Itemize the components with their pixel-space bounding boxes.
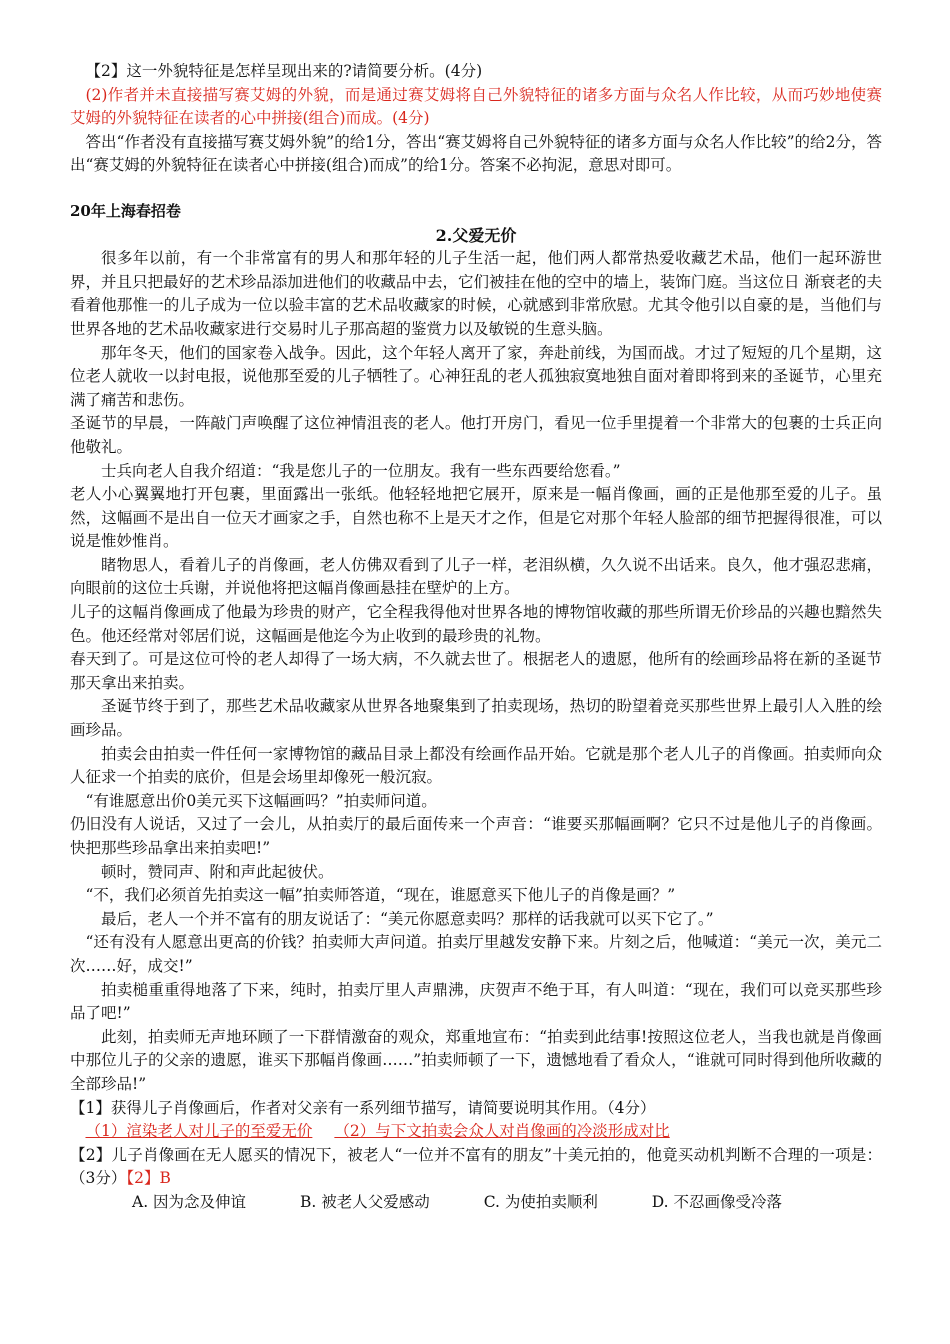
article-title: 2.父爱无价 — [435, 225, 517, 245]
paragraph: 圣诞节的早晨，一阵敲门声唤醒了这位神情沮丧的老人。他打开房门，看见一位手里提着一个非常大的包裹的士兵正向他敬礼。 — [70, 414, 882, 456]
paragraph: 最后，老人一个并不富有的朋友说话了：“美元你愿意卖吗？那样的话我就可以买下它了。” — [101, 909, 714, 928]
paragraph: 老人小心翼翼地打开包裹，里面露出一张纸。他轻轻地把它展开，原来是一幅肖像画，画的正是他那至爱的儿子。虽然，这幅画不是出自一位天才画家之手，自然也称不上是天才之作，但是它对那个年轻人脸部的细节把握得很准，可以说是惟妙惟肖。 — [70, 485, 882, 551]
paragraph: 那年冬天，他们的国家卷入战争。因此，这个年轻人离开了家，奔赴前线，为国而战。才过了短短的几个星期，这位老人就收一以封电报，说他那至爱的儿子牺牲了。心神狂乱的老人孤独寂寞地独自面对着即将到来的圣诞节，心里充满了痛苦和悲伤。 — [70, 343, 882, 409]
paragraph: 春天到了。可是这位可怜的老人却得了一场大病，不久就去世了。根据老人的遗愿，他所有的绘画珍品将在新的圣诞节那天拿出来拍卖。 — [70, 650, 882, 692]
paragraph: “有谁愿意出价0美元买下这幅画吗？”拍卖师问道。 — [85, 791, 437, 810]
question-1: 【1】获得儿子肖像画后，作者对父亲有一系列细节描写，请简要说明其作用。（4分） — [70, 1098, 656, 1117]
question-2 — [70, 1144, 882, 1191]
section-title: 20年上海春招卷 — [70, 201, 181, 220]
option-d: D. 不忍画像受冷落 — [651, 1192, 783, 1211]
paragraph: 仍旧没有人说话，又过了一会儿，从拍卖厅的最后面传来一个声音：“谁要买那幅画啊？它只不过是他儿子的肖像画。快把那些珍品拿出来拍卖吧!” — [70, 815, 882, 857]
paragraph: 睹物思人，看着儿子的肖像画，老人仿佛双看到了儿子一样，老泪纵横，久久说不出话来。良久，他才强忍悲痛，向眼前的这位士兵谢，并说他将把这幅肖像画悬挂在壁炉的上方。 — [70, 555, 882, 598]
prev-answer-2: (2)作者并未直接描写赛艾姆的外貌，而是通过赛艾姆将自己外貌特征的诸多方面与众名人作比较，从而巧妙地使赛艾姆的外貌特征在读者的心中拼接(组合)而成。(4分) — [70, 85, 882, 128]
answer-1 — [70, 1120, 882, 1144]
paragraph: 儿子的这幅肖像画成了他最为珍贵的财产，它全程我得他对世界各地的博物馆收藏的那些所谓无价珍品的兴趣也黯然失色。他还经常对邻居们说，这幅画是他迄今为止收到的最珍贵的礼物。 — [70, 603, 882, 645]
paragraph: 士兵向老人自我介绍道：“我是您儿子的一位朋友。我有一些东西要给您看。” — [101, 461, 621, 480]
prev-scoring-note: 答出“作者没有直接描写赛艾姆外貌”的给1分，答出“赛艾姆将自己外貌特征的诸多方面与众名人作比较”的给2分，答出“赛艾姆的外貌特征在读者心中拼接(组合)而成”的给1分。答案不必拘泥，意思对即可。 — [70, 132, 882, 175]
paragraph: “还有没有人愿意出更高的价钱？拍卖师大声问道。拍卖厅里越发安静下来。片刻之后，他喊道：“美元一次，美元二次……好，成交!” — [70, 933, 882, 975]
option-b: B. 被老人父爱感动 — [300, 1192, 430, 1211]
paragraph: 很多年以前，有一个非常富有的男人和那年轻的儿子生活一起，他们两人都常热爱收藏艺术品，他们一起环游世界，并且只把最好的艺术珍品添加进他们的收藏品中去，它们被挂在他的空中的墙上，装饰门庭。当这位日 渐衰老的夫看着他那惟一的儿子成为一位以验丰富的艺术品收藏家的时候，心就感到非常欣慰。尤其令他引以自豪的是，当他们与世界各地的艺术品收藏家进行交易时儿子那高超的鉴赏力以及敏锐的生意头脑。 — [70, 249, 882, 338]
prev-question-2: 【2】这一外貌特征是怎样呈现出来的?请简要分析。(4分) — [85, 62, 483, 80]
question-2-text: 【2】儿子肖像画在无人愿买的情况下，被老人“一位并不富有的朋友”十美元拍的，他竟买动机判断不合理的一项是：（3分） — [70, 1145, 882, 1188]
document-page — [70, 60, 882, 1215]
option-c: C. 为使拍卖顺利 — [483, 1192, 598, 1211]
option-a: A. 因为念及伸谊 — [132, 1192, 247, 1211]
paragraph: “不，我们必须首先拍卖这一幅”拍卖师答道，“现在，谁愿意买下他儿子的肖像是画？” — [85, 886, 676, 905]
paragraph: 拍卖槌重重得地落了下来，纯时，拍卖厅里人声鼎沸，庆贺声不绝于耳，有人叫道：“现在，我们可以竞买那些珍品了吧!” — [70, 980, 882, 1023]
paragraph: 拍卖会由拍卖一件任何一家博物馆的藏品目录上都没有绘画作品开始。它就是那个老人儿子的肖像画。拍卖师向众人征求一个拍卖的底价，但是会场里却像死一般沉寂。 — [70, 744, 882, 787]
answer-2: 【2】B — [126, 1169, 171, 1188]
question-2-options — [70, 1191, 882, 1215]
paragraph: 圣诞节终于到了，那些艺术品收藏家从世界各地聚集到了拍卖现场，热切的盼望着竞买那些世界上最引人入胜的绘画珍品。 — [70, 697, 882, 740]
answer-1-part-b: （2）与下文拍卖会众人对肖像画的冷淡形成对比 — [334, 1122, 670, 1141]
paragraph: 此刻，拍卖师无声地环顾了一下群情激奋的观众，郑重地宣布：“拍卖到此结事!按照这位老人，当我也就是肖像画中那位儿子的父亲的遗愿，谁买下那幅肖像画……”拍卖师顿了一下，遗憾地看了看众人，“谁就可同时得到他所收藏的全部珍品!” — [70, 1027, 882, 1093]
paragraph: 顿时，赞同声、附和声此起彼伏。 — [101, 862, 334, 881]
answer-1-part-a: （1）渲染老人对儿子的至爱无价 — [85, 1122, 313, 1141]
